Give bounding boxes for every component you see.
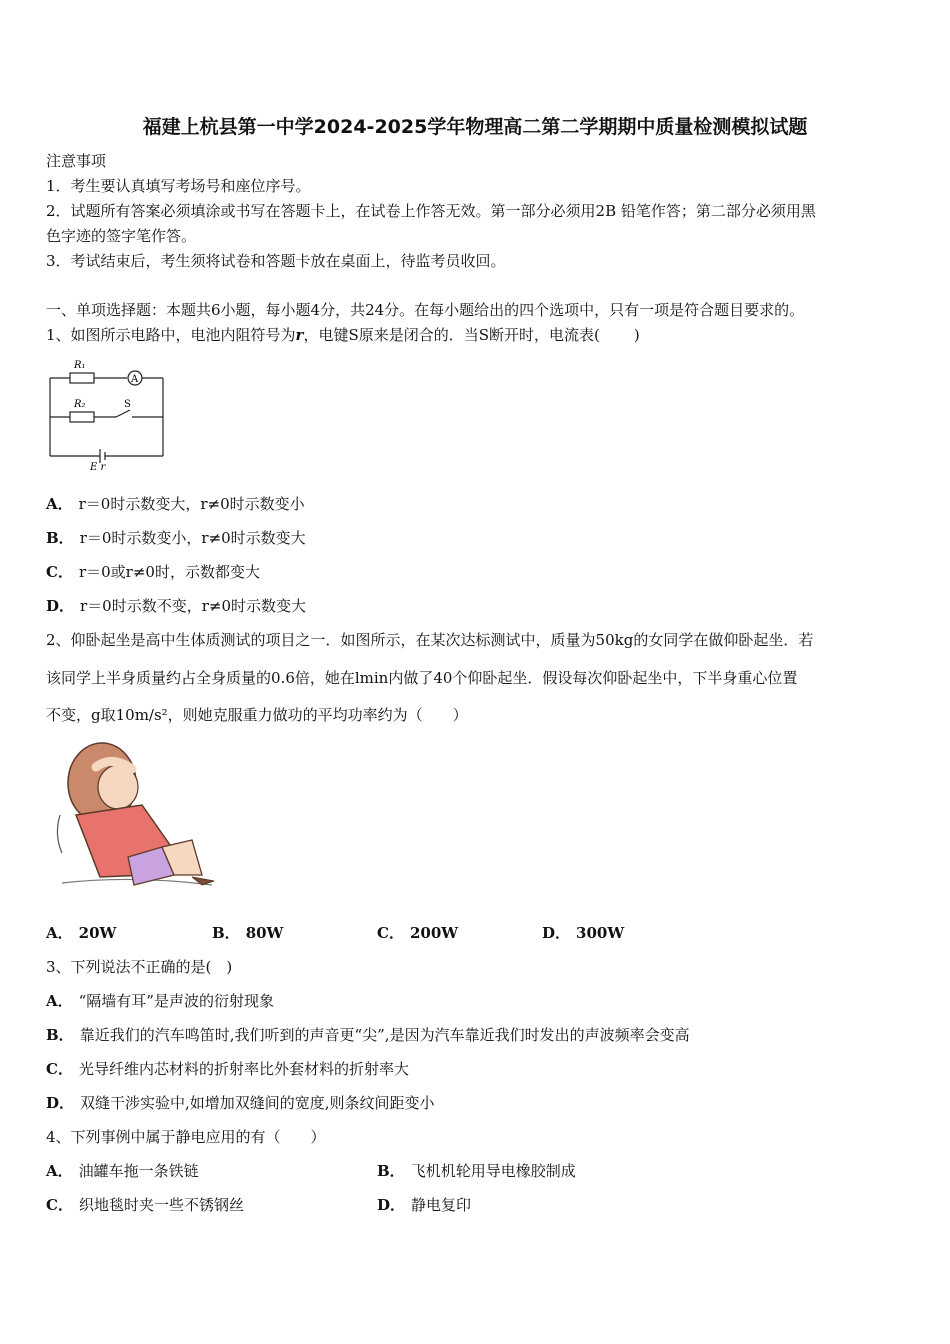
q4-option-c: C． 织地毯时夹一些不锈钢丝 [46, 1196, 244, 1214]
q3-option-d: D． 双缝干涉实验中,如增加双缝间的宽度,则条纹间距变小 [46, 1094, 435, 1112]
q1-stem-r: r [295, 326, 304, 344]
notice-item-2-cont: 色字迹的签字笔作答。 [46, 227, 197, 245]
switch-blade [116, 410, 130, 417]
notice-item-3: 3．考试结束后，考生须将试卷和答题卡放在桌面上，待监考员收回。 [46, 252, 506, 270]
notice-item-2: 2．试题所有答案必须填涂或书写在答题卡上，在试卷上作答无效。第一部分必须用2B 铅笔作答；第二部分必须用黑 [46, 202, 816, 220]
notice-item-1: 1．考生要认真填写考场号和座位序号。 [46, 177, 311, 195]
q1-option-a: A． r＝0时示数变大，r≠0时示数变小 [46, 495, 305, 513]
notice-heading: 注意事项 [46, 152, 107, 170]
foot [192, 877, 214, 885]
q1-stem-close: ) [633, 326, 640, 344]
q1-stem-b: ，电键S原来是闭合的．当S断开时，电流表( [303, 326, 600, 344]
q4-stem: 4、下列事例中属于静电应用的有（ ） [46, 1128, 326, 1146]
q3-option-a: A． “隔墙有耳”是声波的衍射现象 [46, 992, 274, 1010]
q3-option-c: C． 光导纤维内芯材料的折射率比外套材料的折射率大 [46, 1060, 409, 1078]
q3-option-b: B． 靠近我们的汽车鸣笛时,我们听到的声音更“尖”,是因为汽车靠近我们时发出的声波频率会变高 [46, 1026, 690, 1044]
q1-option-b: B． r＝0时示数变小，r≠0时示数变大 [46, 529, 306, 547]
q4-option-b: B． 飞机机轮用导电橡胶制成 [377, 1162, 576, 1180]
q1-stem-a: 1、如图所示电路中，电池内阻符号为 [46, 326, 296, 344]
q3-stem: 3、下列说法不正确的是( ) [46, 958, 233, 976]
page-title: 福建上杭县第一中学2024-2025学年物理高二第二学期期中质量检测模拟试题 [142, 116, 808, 138]
q2-stem-line-1: 2、仰卧起坐是高中生体质测试的项目之一．如图所示，在某次达标测试中，质量为50kg的女同学在做仰卧起坐．若 [46, 631, 814, 649]
q2-option-c: C． 200W [377, 924, 459, 942]
q2-stem-line-3: 不变，g取10m/s²，则她克服重力做功的平均功率约为（ ） [46, 706, 468, 724]
q1-option-d: D． r＝0时示数不变，r≠0时示数变大 [46, 597, 307, 615]
q4-option-d: D． 静电复印 [377, 1196, 472, 1214]
r2-resistor [70, 412, 94, 422]
q4-option-a: A． 油罐车拖一条铁链 [46, 1162, 199, 1180]
q1-circuit-figure [44, 356, 170, 472]
q1-option-c: C． r＝0或r≠0时，示数都变大 [46, 563, 260, 581]
ammeter-label: A [131, 374, 139, 385]
q2-option-d: D． 300W [542, 924, 625, 942]
q2-situp-illustration [52, 735, 222, 890]
q2-option-b: B． 80W [212, 924, 284, 942]
r1-label: R₁ [74, 360, 86, 371]
r2-label: R₂ [74, 399, 86, 410]
section1-heading: 一、单项选择题：本题共6小题，每小题4分，共24分。在每小题给出的四个选项中，只有一项是符合题目要求的。 [46, 301, 805, 319]
battery-label: E r [90, 462, 106, 472]
q2-stem-line-2: 该同学上半身质量约占全身质量的0.6倍，她在lmin内做了40个仰卧起坐．假设每次仰卧起坐中，下半身重心位置 [46, 669, 798, 687]
switch-label: S [124, 399, 131, 410]
q2-option-a: A． 20W [46, 924, 117, 942]
q1-stem [46, 325, 640, 345]
r1-resistor [70, 373, 94, 383]
